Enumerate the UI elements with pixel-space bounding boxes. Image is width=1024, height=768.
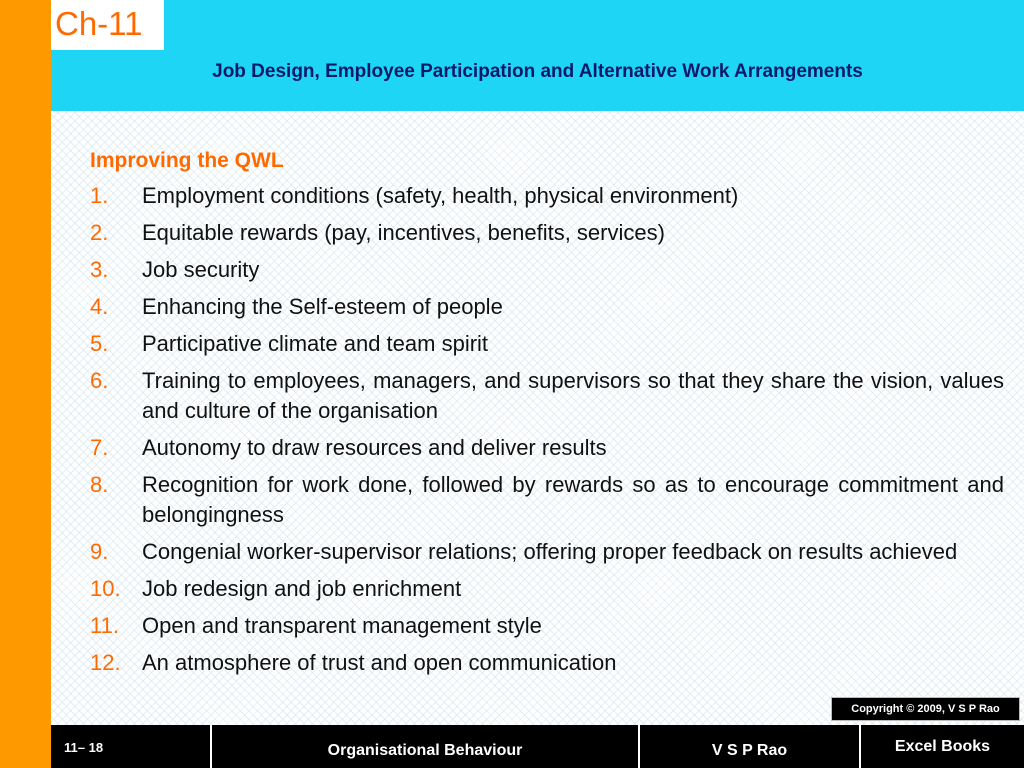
section-heading: Improving the QWL xyxy=(90,149,284,172)
list-item xyxy=(90,433,1004,463)
list-item-number: 4. xyxy=(90,294,109,319)
footer-course-title: Organisational Behaviour xyxy=(327,742,523,759)
list-item-number: 2. xyxy=(90,220,109,245)
numbered-list xyxy=(90,181,1004,678)
list-item xyxy=(90,648,1004,678)
footer-author: V S P Rao xyxy=(711,742,788,759)
list-item-text: Autonomy to draw resources and deliver results xyxy=(142,435,607,460)
list-item-number: 11. xyxy=(90,613,119,638)
list-item-number: 6. xyxy=(90,368,109,393)
list-item-number: 12. xyxy=(90,650,121,675)
list-item-number: 5. xyxy=(90,331,109,356)
list-item xyxy=(90,611,1004,641)
list-item-number: 10. xyxy=(90,576,121,601)
list-item-text: An atmosphere of trust and open communication xyxy=(142,650,617,675)
list-item-text: Recognition for work done, followed by rewards so as to encourage commitment and belongingness xyxy=(142,472,1004,527)
slide-title: Job Design, Employee Participation and Alternative Work Arrangements xyxy=(212,61,863,82)
list-item-text: Participative climate and team spirit xyxy=(142,331,489,356)
list-item-number: 9. xyxy=(90,539,109,564)
footer-publisher: Excel Books xyxy=(894,738,991,755)
list-item-text: Employment conditions (safety, health, physical environment) xyxy=(142,183,739,208)
list-item xyxy=(90,537,1004,567)
list-item-number: 8. xyxy=(90,472,109,497)
list-item-number: 3. xyxy=(90,257,109,282)
list-item-text: Training to employees, managers, and supervisors so that they share the vision, values and culture of the organisation xyxy=(142,368,1004,423)
header-banner xyxy=(51,0,1024,111)
list-item xyxy=(90,292,1004,322)
list-item xyxy=(90,366,1004,426)
list-item xyxy=(90,329,1004,359)
list-item xyxy=(90,218,1004,248)
copyright-notice: Copyright © 2009, V S P Rao xyxy=(831,697,1020,721)
list-item-text: Open and transparent management style xyxy=(142,613,542,638)
list-item xyxy=(90,470,1004,530)
list-item-text: Equitable rewards (pay, incentives, benefits, services) xyxy=(142,220,665,245)
list-item-text: Job redesign and job enrichment xyxy=(142,576,462,601)
list-item-number: 7. xyxy=(90,435,109,460)
footer-page-number: 11– 18 xyxy=(64,740,104,755)
list-item-text: Enhancing the Self-esteem of people xyxy=(142,294,503,319)
slide-content xyxy=(90,148,1004,685)
list-item-text: Job security xyxy=(142,257,260,282)
chapter-label: Ch-11 xyxy=(55,5,143,42)
list-item-text: Congenial worker-supervisor relations; offering proper feedback on results achieved xyxy=(142,539,958,564)
left-accent-bar xyxy=(0,0,51,768)
list-item xyxy=(90,181,1004,211)
list-item xyxy=(90,255,1004,285)
list-item-number: 1. xyxy=(90,183,109,208)
list-item xyxy=(90,574,1004,604)
